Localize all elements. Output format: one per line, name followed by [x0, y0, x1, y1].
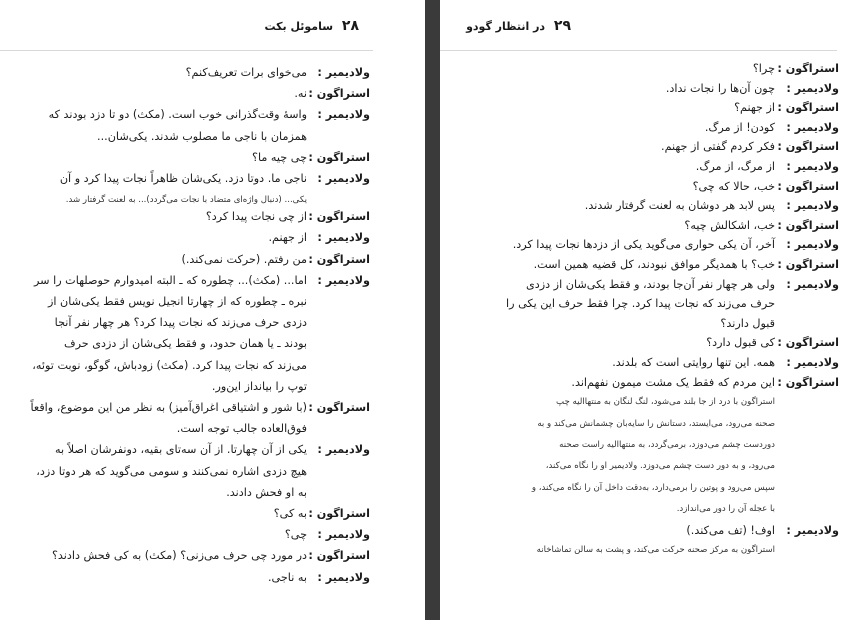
- speaker-label: ولادیمیر :: [786, 277, 839, 291]
- dialogue-line: می‌زند که نجات پیدا کرد. (مکث) زودباش، گوگو، نوبت توئه،: [32, 358, 307, 372]
- book-gutter: [425, 0, 440, 620]
- dialogue-line: توپ را بیانداز این‌ور.: [211, 379, 307, 393]
- dialogue-line: کودن! از مرگ.: [704, 120, 775, 134]
- dialogue-line: می‌رود، و به دور دست چشم می‌دوزد. ولادیمیر او را نگاه می‌کند،: [545, 461, 775, 472]
- left-page: [0, 0, 425, 620]
- speaker-label: ولادیمیر :: [317, 66, 370, 79]
- dialogue-line: همزمان با ناجی ما مصلوب شدند. یکی‌شان...: [97, 129, 307, 143]
- dialogue-line: به او فحش دادند.: [226, 485, 307, 499]
- dialogue-line: حرف می‌زند که نجات پیدا کرد. چرا فقط حرف این یکی را: [506, 297, 775, 311]
- dialogue-line: سپس می‌رود و پوتین را برمی‌دارد، به‌دقت داخل آن را نگاه می‌کند، و: [531, 482, 775, 493]
- dialogue-line: چون آن‌ها را نجات نداد.: [665, 81, 775, 95]
- dialogue-line: خب، اشکالش چیه؟: [684, 218, 775, 232]
- dialogue-line: از چی نجات پیدا کرد؟: [205, 210, 307, 224]
- dialogue-line: اما... (مکث)... چطوره که ـ البته امیدوارم حوصلهات را سر: [34, 273, 307, 287]
- speaker-label: استراگون :: [308, 87, 370, 101]
- speaker-label: استراگون :: [308, 150, 370, 164]
- dialogue-line: (با شور و اشتیاقی اغراق‌آمیز) به نظر من این موضوع، واقعاً: [30, 401, 307, 414]
- dialogue-line: کی قبول دارد؟: [706, 336, 775, 350]
- dialogue-line: فکر کردم گفتی از جهنم.: [661, 140, 775, 154]
- dialogue-line: خب، حالا که چی؟: [692, 179, 775, 193]
- dialogue-line: چی چیه ما؟: [252, 150, 307, 164]
- dialogue-line: از جهنم.: [268, 231, 307, 245]
- dialogue-line: قبول دارند؟: [720, 316, 775, 330]
- speaker-label: ولادیمیر :: [786, 160, 839, 173]
- speaker-label: استراگون :: [308, 401, 370, 414]
- speaker-label: استراگون :: [777, 101, 839, 115]
- dialogue-line: بودند ـ یا همان حدود، و فقط یکی‌شان از دزدی حرف: [64, 337, 307, 351]
- dialogue-line: پس لابد هر دوشان به لعنت گرفتار شدند.: [584, 199, 775, 213]
- dialogue-line: من رفتم. (حرکت نمی‌کند.): [181, 252, 307, 266]
- dialogue-line: اوف! (تف می‌کند.): [686, 523, 775, 537]
- dialogue-line: صحنه می‌رود، می‌ایستد، دستانش را سایه‌بان چشمانش می‌کند و به: [537, 418, 775, 429]
- speaker-label: ولادیمیر :: [786, 523, 839, 537]
- dialogue-line: از جهنم؟: [734, 101, 775, 115]
- dialogue-line: از مرگ، از مرگ.: [695, 160, 775, 173]
- speaker-label: ولادیمیر :: [317, 528, 370, 542]
- speaker-label: ولادیمیر :: [317, 231, 370, 245]
- right-page-header-title: در انتظار گودو: [466, 20, 546, 33]
- dialogue-line: نبره ـ چطوره که از چهارتا انجیل نویس فقط یکی‌شان از: [47, 295, 307, 308]
- dialogue-line: به ناجی.: [268, 570, 307, 584]
- speaker-label: استراگون :: [308, 507, 370, 520]
- speaker-label: استراگون :: [777, 62, 839, 75]
- speaker-label: استراگون :: [777, 218, 839, 232]
- dialogue-line: چرا؟: [752, 62, 775, 75]
- speaker-label: استراگون :: [777, 258, 839, 271]
- dialogue-line: دوردست چشم می‌دوزد، برمی‌گردد، به منتهاالیه راست صحنه: [559, 440, 775, 450]
- speaker-label: استراگون :: [777, 375, 839, 389]
- dialogue-line: همه. این تنها روایتی است که بلدند.: [612, 356, 775, 369]
- speaker-label: استراگون :: [777, 179, 839, 193]
- right-page-header: [466, 18, 571, 34]
- speaker-label: ولادیمیر :: [786, 356, 839, 369]
- left-page-header: [264, 18, 359, 34]
- dialogue-line: ناجی ما. دوتا دزد. یکی‌شان ظاهراً نجات پیدا کرد و آن: [59, 172, 307, 185]
- dialogue-line: در مورد چی حرف می‌زنی؟ (مکث) به کی فحش دادند؟: [51, 549, 307, 563]
- dialogue-line: خب؟ با همدیگر موافق نبودند، کل قضیه همین است.: [533, 258, 775, 271]
- speaker-label: استراگون :: [308, 252, 370, 266]
- dialogue-line: با عجله آن را دور می‌اندازد.: [676, 504, 775, 515]
- dialogue-line: واسهٔ وقت‌گذرانی خوب است. (مکث) دو تا دزد بودند که: [48, 108, 307, 122]
- dialogue-line: این مردم که فقط یک مشت میمون نفهم‌اند.: [571, 375, 775, 389]
- left-page-header-title: ساموئل بکت: [264, 20, 334, 33]
- right-header-rule: [440, 50, 837, 51]
- dialogue-line: چی؟: [284, 528, 307, 542]
- speaker-label: ولادیمیر :: [317, 273, 370, 287]
- left-header-rule: [0, 50, 373, 51]
- speaker-label: ولادیمیر :: [317, 108, 370, 122]
- right-page: [440, 0, 853, 620]
- speaker-label: استراگون :: [777, 140, 839, 154]
- speaker-label: ولادیمیر :: [786, 120, 839, 134]
- dialogue-line: به کی؟: [273, 507, 307, 520]
- speaker-label: استراگون :: [308, 210, 370, 224]
- speaker-label: ولادیمیر :: [317, 570, 370, 584]
- dialogue-line: هیچ دزدی اشاره نمی‌کنند و سومی می‌گوید که هر دوتا دزد،: [36, 464, 307, 478]
- dialogue-line: ولی هر چهار نفر آن‌جا بودند، و فقط یکی‌شان از دزدی: [526, 277, 775, 291]
- dialogue-line: دزدی حرف می‌زند که نجات پیدا کرد؟ هر چهار نفر آنجا: [54, 316, 307, 330]
- dialogue-line: استراگون به مرکز صحنه حرکت می‌کند، و پشت به سالن تماشاخانه: [536, 545, 775, 556]
- dialogue-line: آخر، آن یکی حواری می‌گوید یکی از دزدها نجات پیدا کرد.: [512, 238, 775, 252]
- right-page-number: ۲۹: [553, 18, 571, 34]
- speaker-label: ولادیمیر :: [317, 172, 370, 185]
- speaker-label: ولادیمیر :: [786, 199, 839, 213]
- dialogue-line: یکی از آن چهارتا. از آن سه‌تای بقیه، دونفرشان اصلاً به: [55, 443, 307, 457]
- speaker-label: استراگون :: [777, 336, 839, 350]
- speaker-label: ولادیمیر :: [786, 238, 839, 252]
- dialogue-line: نه.: [294, 87, 307, 101]
- speaker-label: استراگون :: [308, 549, 370, 563]
- speaker-label: ولادیمیر :: [317, 443, 370, 457]
- left-page-number: ۲۸: [341, 18, 359, 34]
- dialogue-line: می‌خوای برات تعریف‌کنم؟: [185, 66, 307, 79]
- dialogue-line: فوق‌العاده جالب توجه است.: [176, 422, 307, 436]
- speaker-label: ولادیمیر :: [786, 81, 839, 95]
- dialogue-line: یکی... (دنبال واژه‌ای متضاد با نجات می‌گردد)... به لعنت گرفتار شد.: [65, 195, 307, 206]
- dialogue-line: استراگون با درد از جا بلند می‌شود، لنگ لنگان به منتهاالیه چپ: [556, 397, 775, 408]
